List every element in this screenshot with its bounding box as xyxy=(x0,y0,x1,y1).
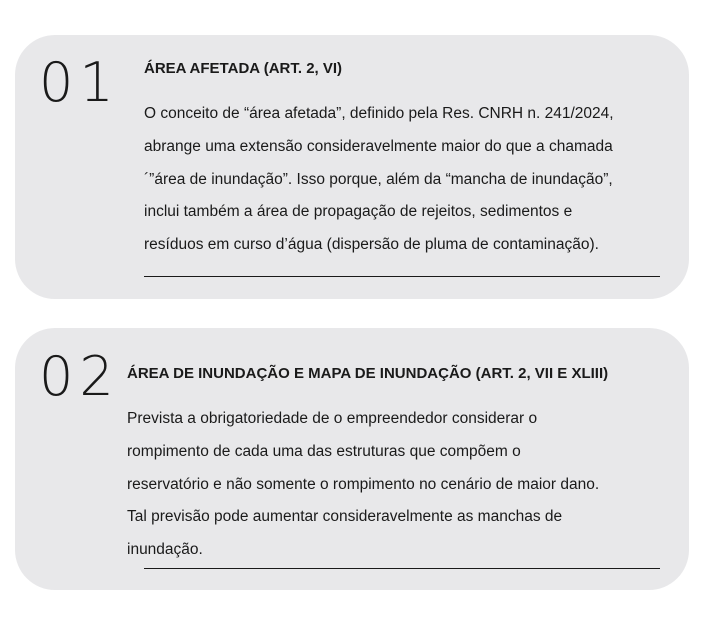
divider-line xyxy=(144,568,660,569)
body-line: inclui também a área de propagação de rejeitos, sedimentos e xyxy=(144,203,573,221)
body-line: O conceito de “área afetada”, definido pela Res. CNRH n. 241/2024, xyxy=(144,105,614,122)
section-number: 01 xyxy=(39,51,120,114)
body-line: resíduos em curso d’água (dispersão de pluma de contaminação). xyxy=(144,236,599,254)
section-card-area-de-inundacao xyxy=(15,328,689,590)
body-line: Tal previsão pode aumentar consideravelmente as manchas de xyxy=(127,508,563,526)
body-line: reservatório e não somente o rompimento no cenário de maior dano. xyxy=(127,475,600,493)
section-number: 02 xyxy=(39,345,120,408)
body-line: abrange uma extensão consideravelmente maior do que a chamada xyxy=(144,137,613,155)
body-line: inundação. xyxy=(127,541,203,559)
section-body xyxy=(144,98,654,262)
body-line: Prevista a obrigatoriedade de o empreendedor considerar o xyxy=(127,410,538,427)
section-body xyxy=(127,403,652,567)
body-line: rompimento de cada uma das estruturas que compõem o xyxy=(127,442,521,460)
section-title: ÁREA AFETADA (ART. 2, VI) xyxy=(144,60,343,77)
section-card-area-afetada xyxy=(15,35,689,299)
section-title: ÁREA DE INUNDAÇÃO E MAPA DE INUNDAÇÃO (ART. 2, VII E XLIII) xyxy=(127,365,609,382)
body-line: ´”área de inundação”. Isso porque, além da “mancha de inundação”, xyxy=(144,170,613,188)
divider-line xyxy=(144,276,660,277)
